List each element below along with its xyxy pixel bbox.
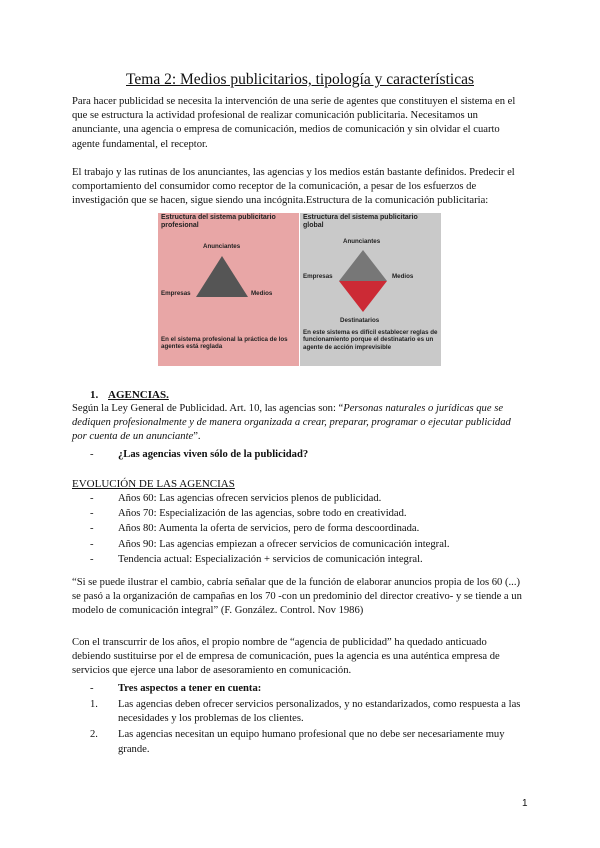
- list-item: [90, 728, 530, 756]
- left-anunciantes-label: Anunciantes: [203, 243, 241, 250]
- dash-bullet: -: [90, 493, 94, 504]
- list-item-text: Las agencias deben ofrecer servicios personalizados, y no estandarizados, como respuesta a las necesidades y los problemas de los clientes.: [118, 699, 521, 725]
- dash-bullet: -: [90, 523, 94, 535]
- list-item: [90, 521, 450, 536]
- dash-bullet: -: [90, 538, 94, 550]
- list-item: [90, 491, 450, 506]
- right-empresas-label: Empresas: [303, 273, 333, 280]
- dash-bullet: -: [90, 449, 94, 460]
- dash-bullet: -: [90, 508, 94, 520]
- list-item: [90, 537, 450, 552]
- section-title: AGENCIAS.: [108, 389, 169, 401]
- law-quote: Personas naturales o jurídicas que se dediquen profesionalmente y de manera organizada a crear, preparar, programar o ejecutar publicidad por cuenta de un anunciante: [72, 403, 511, 443]
- list-item-text: Años 70: Especialización de las agencias, sobre todo en creatividad.: [118, 508, 407, 520]
- right-anunciantes-label: Anunciantes: [343, 238, 381, 245]
- professional-system-panel: [158, 213, 299, 366]
- global-system-panel: [300, 213, 441, 366]
- law-intro: Según la Ley General de Publicidad. Art. 10, las agencias son: “: [72, 403, 344, 414]
- professional-system-title: Estructura del sistema publicitario profesional: [161, 214, 276, 229]
- global-system-footer: En este sistema es difícil establecer reglas de funcionamiento porque el destinatario es un agente de acción imprevisible: [303, 329, 438, 351]
- professional-system-footer: En el sistema profesional la práctica de los agentes está reglada: [161, 336, 288, 351]
- right-destinatarios-label: Destinatarios: [340, 317, 380, 324]
- global-upper-triangle: [339, 250, 387, 281]
- list-item-text: Las agencias necesitan un equipo humano profesional que no debe ser necesariamente muy grande.: [118, 729, 505, 755]
- law-closing: ”.: [193, 431, 201, 443]
- left-empresas-label: Empresas: [161, 290, 191, 297]
- law-definition-paragraph: [72, 402, 528, 445]
- list-number: 2.: [90, 729, 98, 741]
- page-title: Tema 2: Medios publicitarios, tipología y características: [126, 71, 474, 88]
- list-item-text: Tendencia actual: Especialización + servicios de comunicación integral.: [118, 553, 423, 565]
- second-paragraph: El trabajo y las rutinas de los anunciantes, las agencias y los medios están bastante definidos. Predecir el comportamiento del consumidor como receptor de la comunicación, a pesar de los esfuerzos de investigación que se hacen, sigue siendo una incógnita.Estructura de la comunicación publicitaria:: [72, 167, 515, 207]
- global-lower-triangle: [339, 281, 387, 312]
- aspects-heading: Tres aspectos a tener en cuenta:: [118, 683, 262, 694]
- list-item-text: Años 80: Aumenta la oferta de servicios, pero de forma descoordinada.: [118, 523, 420, 535]
- list-item-text: Años 60: Las agencias ofrecen servicios plenos de publicidad.: [118, 493, 382, 504]
- aspects-heading-item: [90, 683, 261, 694]
- section-heading-agencias: [90, 389, 169, 401]
- list-item: [90, 698, 530, 726]
- dash-bullet: -: [90, 683, 94, 694]
- list-number: 1.: [90, 699, 98, 710]
- quote-paragraph: “Si se puede ilustrar el cambio, cabría señalar que de la función de elaborar anuncios propia de los 60 (...) se pasó a la organización de campañas en los 70 -con un predominio del director creativo- y se tiende a un modelo de comunicación integral” (F. González. Control. Nov 1986): [72, 577, 522, 617]
- dash-bullet: -: [90, 553, 94, 565]
- question-item: [90, 449, 308, 460]
- page-number: 1: [522, 798, 528, 809]
- intro-paragraph: Para hacer publicidad se necesita la intervención de una serie de agentes que constituyen el sistema en el que se estructura la actividad profesional de realizar comunicación publicitaria. Necesitamos un anunciante, una agencia o empresa de comunicación, medios de comunicación y sin olvidar el cuarto agente fundamental, el receptor.: [72, 96, 516, 150]
- left-medios-label: Medios: [251, 290, 273, 297]
- communication-structure-diagram: [158, 213, 441, 366]
- aspects-list: [90, 698, 530, 759]
- evolution-heading: EVOLUCIÓN DE LAS AGENCIAS: [72, 478, 235, 490]
- list-item: [90, 552, 450, 567]
- right-medios-label: Medios: [392, 273, 414, 280]
- list-item: [90, 506, 450, 521]
- section-number: 1.: [90, 389, 99, 401]
- professional-triangle-shape: [196, 256, 248, 297]
- evolution-list: [90, 491, 450, 567]
- list-item-text: Años 90: Las agencias empiezan a ofrecer servicios de comunicación integral.: [118, 538, 450, 550]
- question-text: ¿Las agencias viven sólo de la publicidad?: [118, 449, 309, 460]
- global-system-title: Estructura del sistema publicitario global: [303, 214, 418, 229]
- agency-name-paragraph: Con el transcurrir de los años, el propio nombre de “agencia de publicidad” ha quedado anticuado debiendo sustituirse por el de empresa de comunicación, pues la agencia es una auténtica empresa de servicios que ejerce una labor de asesoramiento en comunicación.: [72, 637, 500, 677]
